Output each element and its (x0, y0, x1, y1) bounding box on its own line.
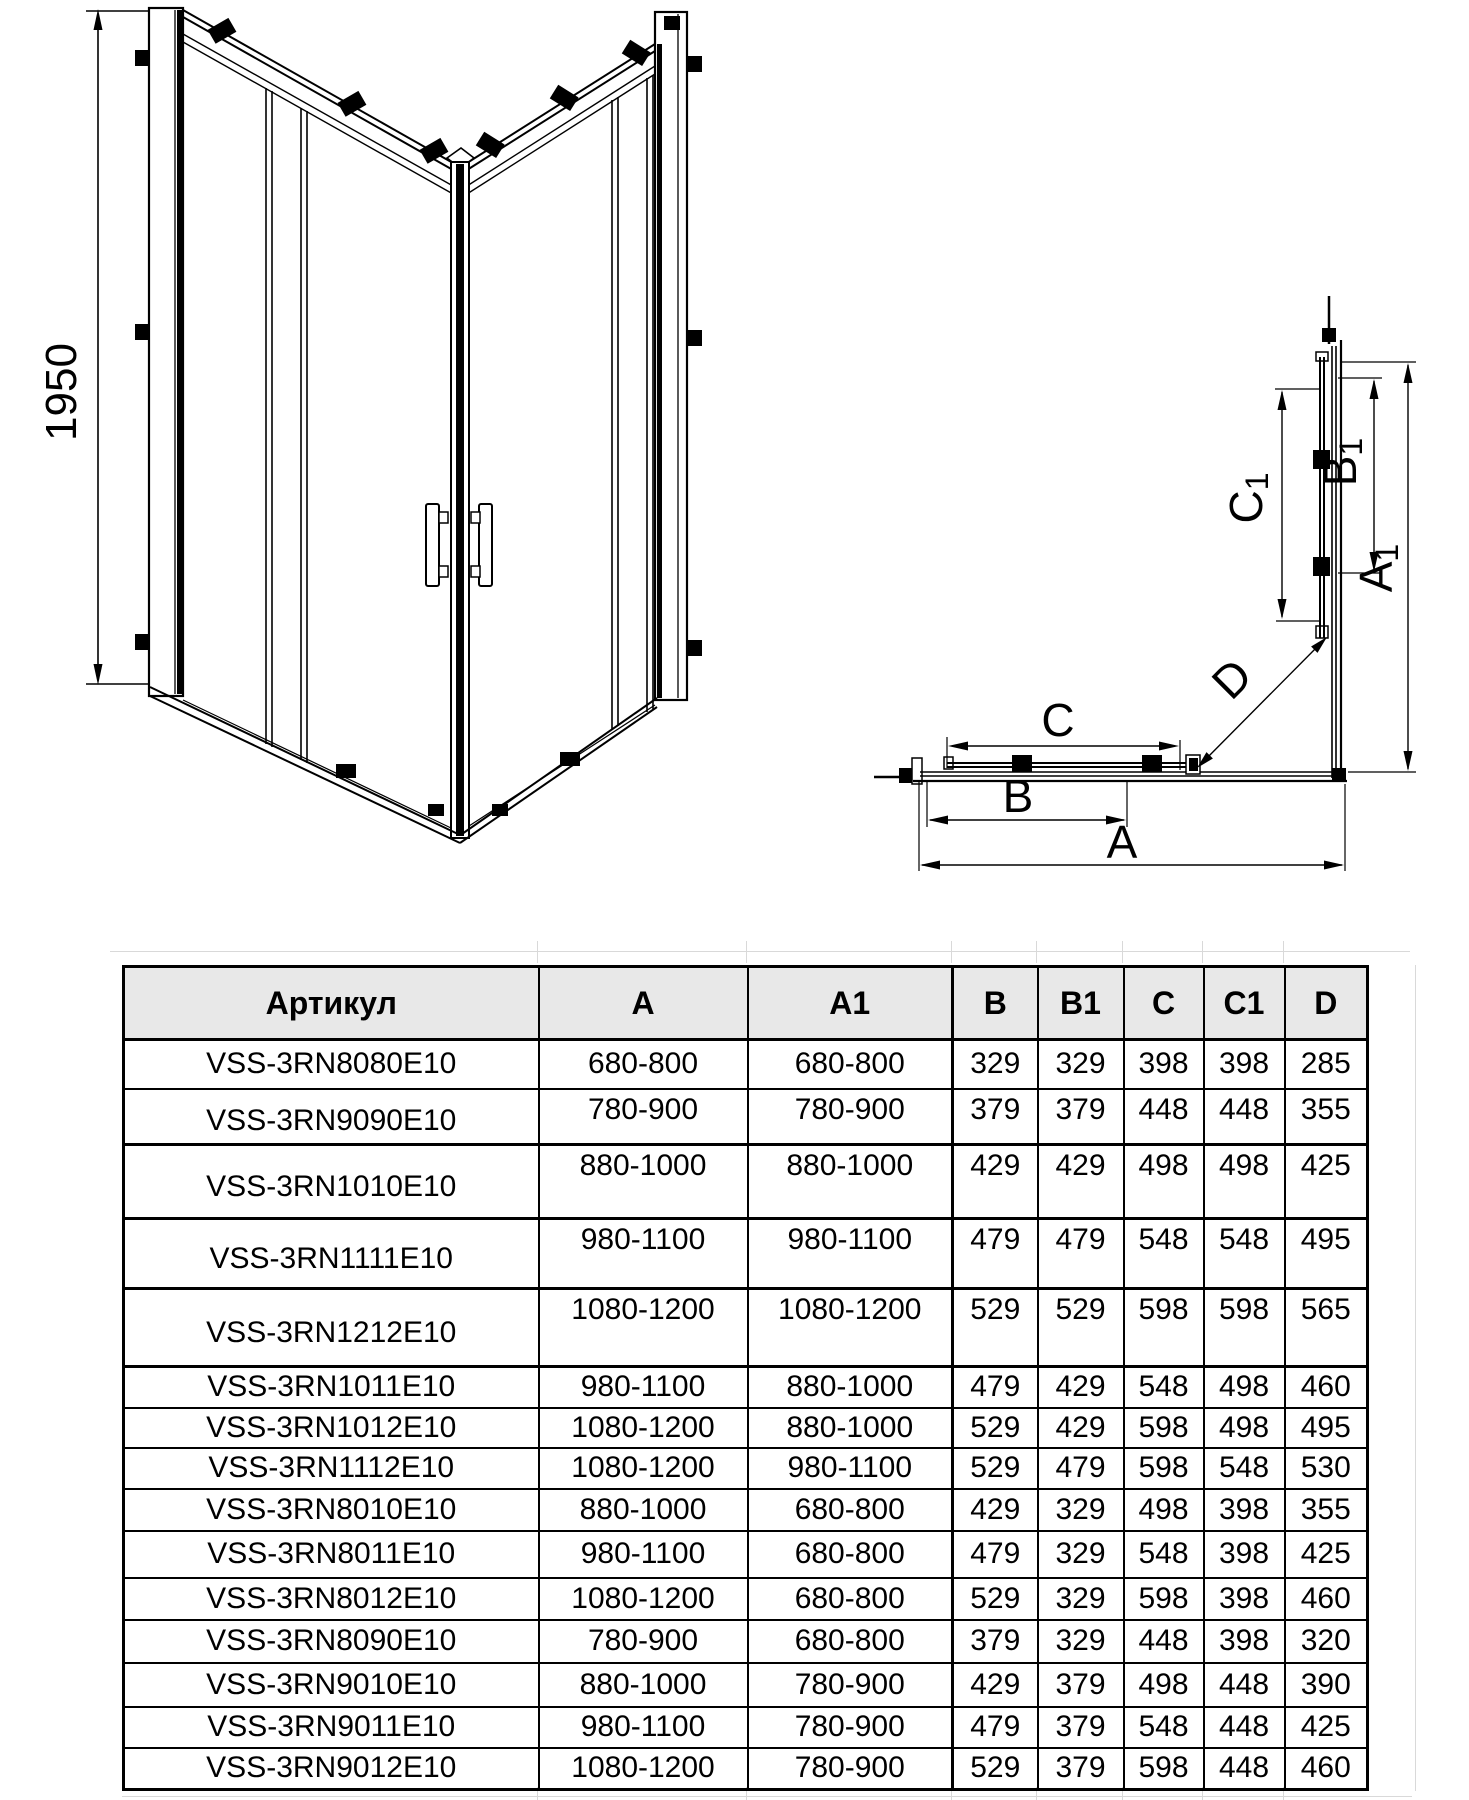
dimension-cell: 448 (1124, 1620, 1204, 1663)
dimension-cell: 780-900 (748, 1663, 953, 1707)
dimension-cell: 460 (1285, 1578, 1368, 1620)
article-cell: VSS-3RN8011E10 (124, 1531, 539, 1578)
dimension-cell: 448 (1204, 1748, 1285, 1790)
grid-remnant-line (1036, 941, 1037, 963)
dimension-cell: 460 (1285, 1748, 1368, 1790)
plan-dim-a-label: A (1106, 816, 1138, 868)
dimension-cell: 980-1100 (539, 1707, 748, 1748)
article-cell: VSS-3RN1212E10 (124, 1289, 539, 1367)
article-cell: VSS-3RN9012E10 (124, 1748, 539, 1790)
dimension-cell: 429 (1038, 1408, 1124, 1448)
dimension-cell: 598 (1124, 1289, 1204, 1367)
left-wall-post (135, 8, 183, 696)
dimension-cell: 680-800 (748, 1578, 953, 1620)
height-dimension-label: 1950 (37, 343, 86, 441)
table-row (124, 1367, 1368, 1408)
dimension-cell: 379 (953, 1089, 1038, 1145)
dimension-cell: 598 (1124, 1748, 1204, 1790)
dimension-cell: 498 (1204, 1367, 1285, 1408)
col-header-b: B (953, 967, 1038, 1040)
dimension-cell: 429 (953, 1489, 1038, 1531)
dimension-cell: 329 (1038, 1040, 1124, 1089)
right-wall-post (655, 12, 702, 700)
table-row (124, 1663, 1368, 1707)
dimension-cell: 329 (1038, 1531, 1124, 1578)
dimension-cell: 498 (1204, 1408, 1285, 1448)
plan-dim-a1-label: A1 (1350, 543, 1405, 593)
dimension-cell: 780-900 (748, 1089, 953, 1145)
dimension-cell: 479 (953, 1531, 1038, 1578)
dimension-cell: 680-800 (748, 1531, 953, 1578)
dimension-cell: 429 (953, 1663, 1038, 1707)
right-wall-stiles (612, 75, 653, 729)
bottom-rail-right (460, 698, 657, 843)
col-header-c1: C1 (1204, 967, 1285, 1040)
dimension-cell: 498 (1124, 1489, 1204, 1531)
col-header-a1: A1 (748, 967, 953, 1040)
dimension-cell: 548 (1204, 1219, 1285, 1289)
table-row (124, 1489, 1368, 1531)
dimension-cell: 980-1100 (539, 1219, 748, 1289)
article-cell: VSS-3RN8012E10 (124, 1578, 539, 1620)
col-header-a: A (539, 967, 748, 1040)
table-row (124, 1408, 1368, 1448)
isometric-view (37, 8, 702, 843)
dimension-cell: 880-1000 (748, 1367, 953, 1408)
dimension-cell: 680-800 (748, 1620, 953, 1663)
left-door-handle (426, 504, 448, 586)
spec-table (122, 965, 1369, 1791)
dimension-cell: 379 (1038, 1707, 1124, 1748)
dimension-cell: 1080-1200 (539, 1578, 748, 1620)
dimension-cell: 495 (1285, 1219, 1368, 1289)
dimension-cell: 529 (953, 1289, 1038, 1367)
grid-remnant-line (1202, 941, 1203, 963)
dimension-cell: 680-800 (748, 1040, 953, 1089)
dimension-cell: 780-900 (539, 1089, 748, 1145)
plan-dim-a1 (1341, 362, 1416, 772)
article-cell: VSS-3RN8010E10 (124, 1489, 539, 1531)
dimension-cell: 448 (1204, 1089, 1285, 1145)
col-header-c: C (1124, 967, 1204, 1040)
article-cell: VSS-3RN8090E10 (124, 1620, 539, 1663)
dimension-cell: 980-1100 (539, 1367, 748, 1408)
dimension-cell: 980-1100 (539, 1531, 748, 1578)
dimension-cell: 448 (1124, 1089, 1204, 1145)
dimension-cell: 429 (953, 1145, 1038, 1219)
grid-remnant-line (122, 1796, 1412, 1797)
dimension-cell: 880-1000 (748, 1145, 953, 1219)
dimension-cell: 355 (1285, 1489, 1368, 1531)
dimension-cell: 1080-1200 (539, 1408, 748, 1448)
dimension-cell: 355 (1285, 1089, 1368, 1145)
top-rail-right (467, 40, 655, 194)
col-header-article: Артикул (124, 967, 539, 1040)
table-row (124, 1448, 1368, 1489)
dimension-cell: 479 (1038, 1219, 1124, 1289)
corner-post (447, 148, 474, 838)
plan-right-wall (1313, 296, 1346, 782)
dimension-cell: 598 (1124, 1578, 1204, 1620)
table-row (124, 1707, 1368, 1748)
dimension-cell: 398 (1204, 1531, 1285, 1578)
dimension-cell: 980-1100 (748, 1448, 953, 1489)
dimension-cell: 498 (1204, 1145, 1285, 1219)
dimension-cell: 448 (1204, 1707, 1285, 1748)
dimension-cell: 548 (1124, 1219, 1204, 1289)
table-row (124, 1578, 1368, 1620)
dimension-cell: 448 (1204, 1663, 1285, 1707)
dimension-cell: 379 (1038, 1089, 1124, 1145)
dimension-cell: 479 (953, 1219, 1038, 1289)
dimension-cell: 379 (1038, 1663, 1124, 1707)
dimension-cell: 479 (953, 1367, 1038, 1408)
plan-dim-b-label: B (1002, 770, 1034, 822)
dimension-cell: 1080-1200 (539, 1289, 748, 1367)
col-header-d: D (1285, 967, 1368, 1040)
dimension-cell: 285 (1285, 1040, 1368, 1089)
table-header-row (124, 967, 1368, 1040)
grid-remnant-line (1122, 941, 1123, 963)
article-cell: VSS-3RN8080E10 (124, 1040, 539, 1089)
article-cell: VSS-3RN1111E10 (124, 1219, 539, 1289)
plan-dim-b (927, 770, 1127, 827)
table-row (124, 1620, 1368, 1663)
dimension-cell: 398 (1124, 1040, 1204, 1089)
dimension-cell: 398 (1204, 1578, 1285, 1620)
bottom-rail-left (150, 687, 460, 843)
col-header-b1: B1 (1038, 967, 1124, 1040)
article-cell: VSS-3RN9010E10 (124, 1663, 539, 1707)
dimension-cell: 425 (1285, 1145, 1368, 1219)
grid-remnant-line (1415, 965, 1416, 1791)
dimension-cell: 980-1100 (748, 1219, 953, 1289)
dimension-cell: 565 (1285, 1289, 1368, 1367)
dimension-cell: 529 (1038, 1289, 1124, 1367)
dimension-cell: 479 (953, 1707, 1038, 1748)
table-row (124, 1145, 1368, 1219)
table-row (124, 1748, 1368, 1790)
dimension-cell: 398 (1204, 1489, 1285, 1531)
plan-dim-a (919, 782, 1345, 871)
table-row (124, 1089, 1368, 1145)
dimension-cell: 479 (1038, 1448, 1124, 1489)
grid-remnant-line (110, 951, 1410, 952)
article-cell: VSS-3RN1010E10 (124, 1145, 539, 1219)
dimension-cell: 548 (1124, 1707, 1204, 1748)
plan-dim-c-label: C (1041, 694, 1075, 746)
dimension-cell: 680-800 (539, 1040, 748, 1089)
table-row (124, 1040, 1368, 1089)
dimension-cell: 1080-1200 (748, 1289, 953, 1367)
grid-remnant-line (951, 941, 952, 963)
dimension-cell: 529 (953, 1748, 1038, 1790)
plan-dim-c1-label: C1 (1220, 472, 1275, 524)
grid-remnant-line (1283, 941, 1284, 963)
dimension-cell: 780-900 (539, 1620, 748, 1663)
dimension-cell: 780-900 (748, 1748, 953, 1790)
dimension-cell: 329 (1038, 1489, 1124, 1531)
table-row (124, 1531, 1368, 1578)
dimension-cell: 780-900 (748, 1707, 953, 1748)
dimension-cell: 548 (1124, 1531, 1204, 1578)
dimension-cell: 379 (1038, 1748, 1124, 1790)
dimension-cell: 320 (1285, 1620, 1368, 1663)
dimension-cell: 548 (1124, 1367, 1204, 1408)
dimension-cell: 329 (953, 1040, 1038, 1089)
article-cell: VSS-3RN9011E10 (124, 1707, 539, 1748)
dimension-cell: 529 (953, 1408, 1038, 1448)
spec-table-container (122, 965, 1366, 1791)
dimension-cell: 598 (1204, 1289, 1285, 1367)
dimension-cell: 425 (1285, 1707, 1368, 1748)
dimension-cell: 429 (1038, 1367, 1124, 1408)
top-rail-left (183, 10, 453, 194)
dimension-cell: 880-1000 (539, 1489, 748, 1531)
table-row (124, 1289, 1368, 1367)
dimension-cell: 880-1000 (539, 1145, 748, 1219)
plan-bottom-wall (874, 755, 1347, 784)
dimension-cell: 398 (1204, 1620, 1285, 1663)
dimension-cell: 429 (1038, 1145, 1124, 1219)
article-cell: VSS-3RN9090E10 (124, 1089, 539, 1145)
article-cell: VSS-3RN1112E10 (124, 1448, 539, 1489)
dimension-cell: 495 (1285, 1408, 1368, 1448)
dimension-cell: 548 (1204, 1448, 1285, 1489)
dimension-cell: 529 (953, 1578, 1038, 1620)
table-row (124, 1219, 1368, 1289)
dimension-cell: 425 (1285, 1531, 1368, 1578)
dimension-cell: 1080-1200 (539, 1448, 748, 1489)
dimension-cell: 498 (1124, 1663, 1204, 1707)
dimension-cell: 329 (1038, 1578, 1124, 1620)
plan-dim-d-label: D (1201, 648, 1262, 709)
plan-dim-b1-label: B1 (1314, 437, 1369, 487)
dimension-cell: 329 (1038, 1620, 1124, 1663)
dimension-cell: 598 (1124, 1448, 1204, 1489)
dimension-cell: 529 (953, 1448, 1038, 1489)
grid-remnant-line (537, 941, 538, 963)
left-wall-stiles (266, 88, 307, 763)
plan-dim-d (1197, 637, 1327, 768)
dimension-cell: 460 (1285, 1367, 1368, 1408)
dimension-cell: 598 (1124, 1408, 1204, 1448)
dimension-cell: 390 (1285, 1663, 1368, 1707)
dimension-cell: 530 (1285, 1448, 1368, 1489)
dimension-cell: 398 (1204, 1040, 1285, 1089)
dimension-cell: 379 (953, 1620, 1038, 1663)
dimension-cell: 880-1000 (748, 1408, 953, 1448)
plan-dim-c1 (1220, 389, 1321, 621)
dimension-cell: 680-800 (748, 1489, 953, 1531)
article-cell: VSS-3RN1011E10 (124, 1367, 539, 1408)
article-cell: VSS-3RN1012E10 (124, 1408, 539, 1448)
table-body (124, 1040, 1368, 1790)
dimension-cell: 880-1000 (539, 1663, 748, 1707)
grid-remnant-line (746, 941, 747, 963)
dimension-cell: 1080-1200 (539, 1748, 748, 1790)
dimension-cell: 498 (1124, 1145, 1204, 1219)
plan-view (874, 296, 1416, 871)
right-door-handle (471, 504, 492, 586)
